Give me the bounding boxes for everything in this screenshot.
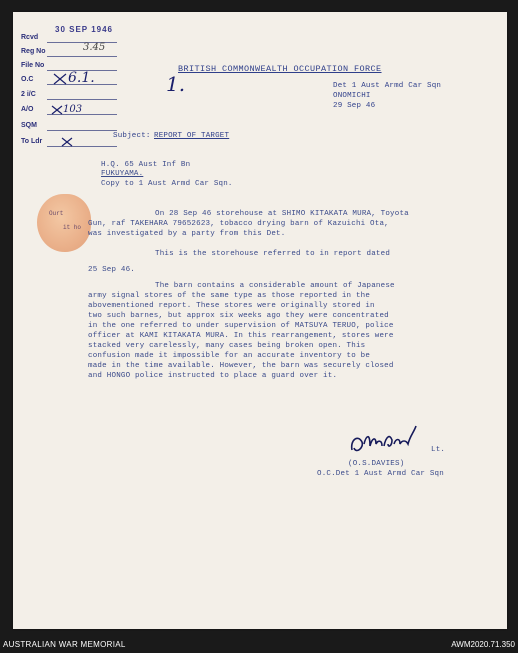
body-line: Gun, raf TAKEHARA 79652623, tobacco drying barn of Kazuichi Ota, [88,220,389,228]
received-date-stamp: 30 SEP 1946 [55,25,114,34]
body-line: abovementioned report. These stores were originally stored in [88,302,375,310]
unit-name: Det 1 Aust Armd Car Sqn [333,82,442,90]
tick-mark-icon [61,137,73,147]
signatory-rank: Lt. [431,446,446,454]
subject-text: REPORT OF TARGET [154,132,230,140]
body-line: 25 Sep 46. [88,266,136,274]
body-line: in the one referred to under supervision of MATSUYA TERUO, police [88,322,394,330]
tick-mark-icon [51,105,63,115]
subject-label: Subject: [113,132,151,140]
body-line: army signal stores of the same type as those reported in the [88,292,371,300]
accession-number: AWM2020.71.350 [451,640,515,649]
stamp-label: Reg No [21,48,46,55]
body-line: stacked very carelessly, many cases being broken open. This [88,342,366,350]
stamp-label: 2 i/C [21,91,36,98]
document-title: BRITISH COMMONWEALTH OCCUPATION FORCE [178,64,382,74]
body-line: On 28 Sep 46 storehouse at SHIMO KITAKATA MURA, Toyota [155,210,409,218]
body-line: and HONGO police instructed to place a guard over it. [88,372,338,380]
paper-tab-sticker [37,194,91,252]
stamp-label: File No [21,62,45,69]
stamp-label: O.C [21,76,34,83]
handwritten-signature [348,422,420,462]
stamp-label: Rcvd [21,34,39,41]
document-date: 29 Sep 46 [333,102,376,110]
signatory-title: O.C.Det 1 Aust Armd Car Sqn [317,470,444,478]
place-name: ONOMICHI [333,92,371,100]
folio-number-handwritten: 1. [166,72,186,96]
address-line: FUKUYAMA. [101,170,144,178]
body-line: officer at KAMI KITAKATA MURA. In this rearrangement, stores were [88,332,394,340]
sticker-text: it ho [63,224,82,231]
address-line: H.Q. 65 Aust Inf Bn [101,161,191,169]
stamp-label: SQM [21,122,37,129]
reg-no-handwritten: 3.45 [83,42,106,53]
ao-initials-handwritten: 103 [63,104,83,115]
document-page [13,12,507,629]
body-line: made in the time available. However, the barn was securely closed [88,362,394,370]
body-line: The barn contains a considerable amount of Japanese [155,282,395,290]
address-line: Copy to 1 Aust Armd Car Sqn. [101,180,233,188]
signatory-name: (O.S.DAVIES) [348,460,405,468]
body-line: This is the storehouse referred to in report dated [155,250,391,258]
body-line: was investigated by a party from this Det. [88,230,286,238]
body-line: confusion made it impossible for an accurate inventory to be [88,352,371,360]
archive-name: AUSTRALIAN WAR MEMORIAL [3,640,126,649]
stamp-label: To Ldr [21,138,43,145]
stamp-label: A/O [21,106,34,113]
body-line: two such barnes, but approx six weeks ago they were concentrated [88,312,389,320]
sticker-text: Ourt [49,210,64,217]
oc-initials-handwritten: 6.1. [68,70,95,86]
archive-footer [0,637,518,653]
tick-mark-icon [53,73,67,85]
